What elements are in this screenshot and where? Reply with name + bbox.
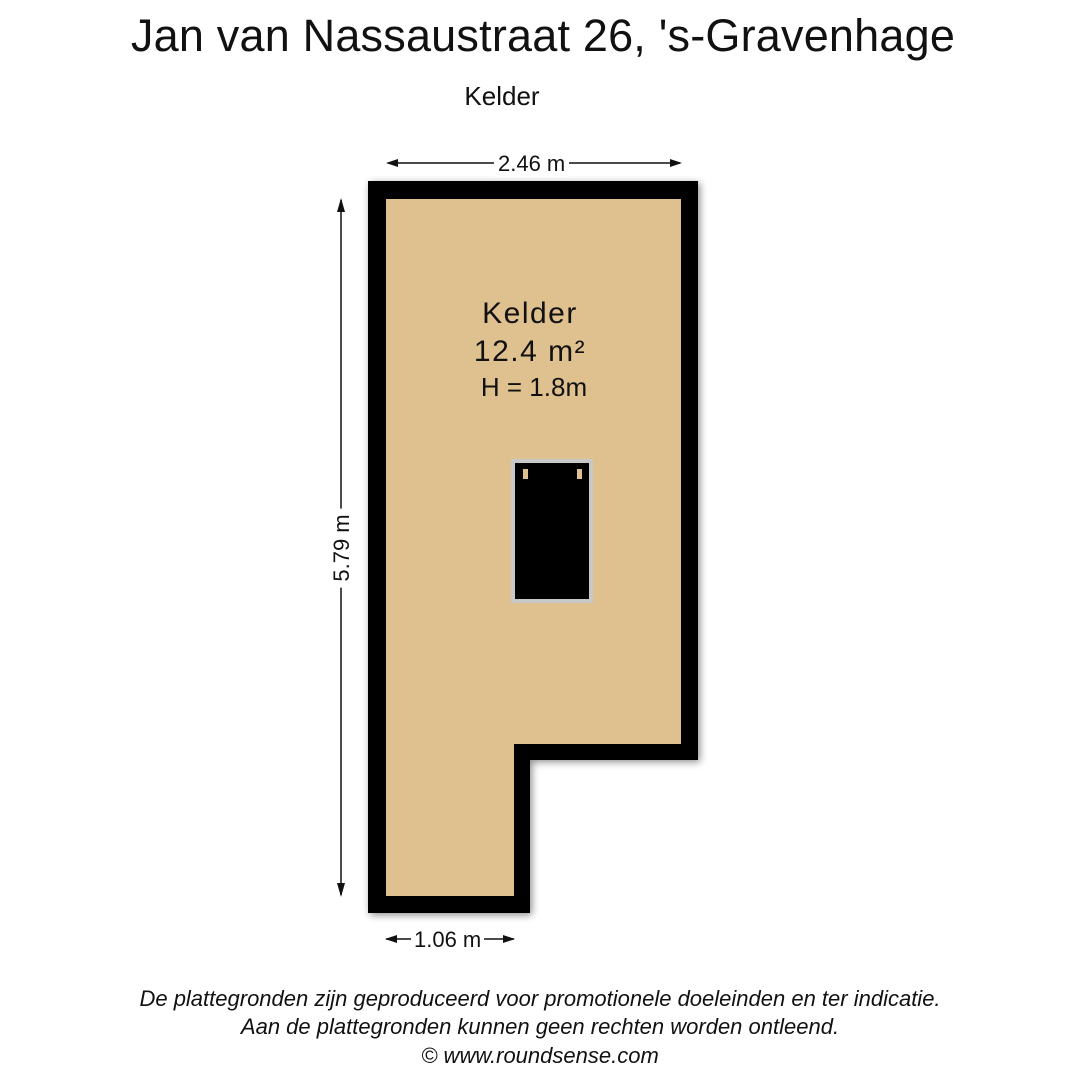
- arrowhead-down: [337, 883, 345, 897]
- arrowhead-up: [337, 198, 345, 212]
- room-height: H = 1.8m: [480, 372, 588, 402]
- dimension-label-narrow-width: 1.06 m: [411, 927, 484, 953]
- page-title: Jan van Nassaustraat 26, 's-Gravenhage: [130, 10, 956, 61]
- disclaimer-line-2: Aan de plattegronden kunnen geen rechten worden ontleend.: [240, 1014, 840, 1039]
- hatch-opening-inner: [515, 463, 589, 599]
- arrowhead-right: [503, 935, 515, 943]
- hatch-hinge: [523, 469, 528, 479]
- dimension-label-width: 2.46 m: [494, 151, 569, 177]
- dimension-label-length: 5.79 m: [329, 508, 355, 587]
- room-area: 12.4 m²: [473, 335, 587, 368]
- arrowhead-right: [670, 159, 682, 167]
- hatch-hinge: [577, 469, 582, 479]
- disclaimer-line-1: De plattegronden zijn geproduceerd voor promotionele doeleinden en ter indicatie.: [139, 986, 941, 1011]
- copyright-link[interactable]: © www.roundsense.com: [421, 1043, 659, 1068]
- floor-label: Kelder: [464, 81, 540, 111]
- arrowhead-left: [386, 159, 398, 167]
- arrowhead-left: [385, 935, 397, 943]
- room-name: Kelder: [482, 297, 578, 330]
